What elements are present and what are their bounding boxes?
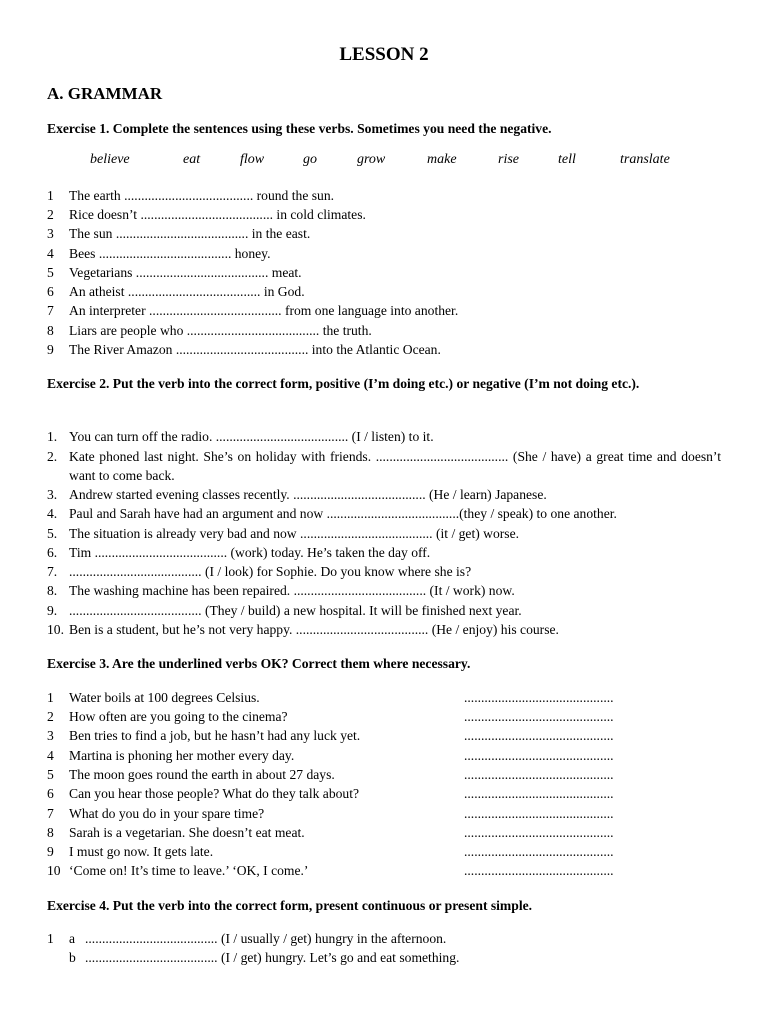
item-text: The washing machine has been repaired. ....................................... (It / work) now. <box>69 583 515 598</box>
item-number: 6. <box>47 545 58 560</box>
item-text: I must go now. It gets late. <box>69 844 214 859</box>
answer-blank: ............................................ <box>464 863 614 878</box>
answer-blank: ............................................ <box>464 690 614 705</box>
item-number: 8. <box>47 583 58 598</box>
item-number: 1. <box>47 429 58 444</box>
word-bank-verb: grow <box>357 152 386 167</box>
item-text: The River Amazon ....................................... into the Atlantic Ocean. <box>69 342 441 357</box>
answer-blank: ............................................ <box>464 748 614 763</box>
item-text: An interpreter ....................................... from one language into another. <box>69 303 459 318</box>
item-text: Water boils at 100 degrees Celsius. <box>69 690 260 705</box>
answer-blank: ............................................ <box>464 728 614 743</box>
item-text: Kate phoned last night. She’s on holiday with friends. ....................................... (She / have) a great time and doesn’t want to come back. <box>69 449 721 484</box>
item-text: ....................................... (They / build) a new hospital. It will be finished next year. <box>69 603 522 618</box>
exercise-2-heading: Exercise 2. Put the verb into the correct form, positive (I’m doing etc.) or negative (I’m not doing etc.). <box>47 376 640 391</box>
item-text: Ben is a student, but he’s not very happy. ....................................... (He / enjoy) his course. <box>69 622 559 637</box>
answer-blank: ............................................ <box>464 786 614 801</box>
section-heading: A. GRAMMAR <box>47 84 163 103</box>
item-text: Can you hear those people? What do they talk about? <box>69 786 360 801</box>
item-text: ....................................... (I / look) for Sophie. Do you know where she is? <box>69 564 472 579</box>
word-bank-verb: make <box>427 152 457 167</box>
item-text: The situation is already very bad and now ....................................... (it / get) worse. <box>69 526 520 541</box>
item-text: ....................................... (I / get) hungry. Let’s go and eat something. <box>85 950 460 965</box>
exercise-3-heading: Exercise 3. Are the underlined verbs OK? Correct them where necessary. <box>47 656 471 671</box>
verb-word-bank <box>0 152 768 172</box>
item-number: 4. <box>47 506 58 521</box>
item-number: 5 <box>47 767 54 782</box>
item-number: 4 <box>47 748 54 763</box>
lesson-title: LESSON 2 <box>339 44 429 65</box>
answer-blank: ............................................ <box>464 806 614 821</box>
item-text: ‘Come on! It’s time to leave.’ ‘OK, I come.’ <box>69 863 309 878</box>
word-bank-verb: eat <box>183 152 201 167</box>
item-text: Bees ....................................... honey. <box>69 246 271 261</box>
word-bank-verb: translate <box>620 152 670 167</box>
item-text: The moon goes round the earth in about 27 days. <box>69 767 335 782</box>
item-letter: b <box>69 950 76 965</box>
item-text: Andrew started evening classes recently. ....................................... (He / learn) Japanese. <box>69 487 547 502</box>
item-number: 3 <box>47 226 54 241</box>
item-text: The earth ...................................... round the sun. <box>69 188 335 203</box>
item-number: 7 <box>47 303 54 318</box>
answer-blank: ............................................ <box>464 709 614 724</box>
item-number: 8 <box>47 323 54 338</box>
item-text: Tim ....................................... (work) today. He’s taken the day off. <box>69 545 431 560</box>
item-letter: a <box>69 931 76 946</box>
exercise-1-heading: Exercise 1. Complete the sentences using these verbs. Sometimes you need the negative. <box>47 121 552 136</box>
item-number: 9 <box>47 844 54 859</box>
item-text: Vegetarians ....................................... meat. <box>69 265 302 280</box>
word-bank-verb: go <box>303 152 317 167</box>
item-text: How often are you going to the cinema? <box>69 709 288 724</box>
item-number: 1 <box>47 188 54 203</box>
item-number: 8 <box>47 825 54 840</box>
item-number: 1 <box>47 690 54 705</box>
word-bank-verb: rise <box>498 152 519 167</box>
item-number: 7. <box>47 564 58 579</box>
item-number: 4 <box>47 246 54 261</box>
word-bank-verb: flow <box>240 152 265 167</box>
item-number: 2 <box>47 207 54 222</box>
word-bank-verb: believe <box>90 152 130 167</box>
item-text: What do you do in your spare time? <box>69 806 265 821</box>
item-text: ....................................... (I / usually / get) hungry in the afternoon. <box>85 931 447 946</box>
item-text: Sarah is a vegetarian. She doesn’t eat meat. <box>69 825 305 840</box>
exercise-4-heading: Exercise 4. Put the verb into the correct form, present continuous or present simple. <box>47 898 533 913</box>
item-number: 10 <box>47 863 61 878</box>
item-number: 5. <box>47 526 58 541</box>
item-text: Rice doesn’t ....................................... in cold climates. <box>69 207 366 222</box>
item-text: Paul and Sarah have had an argument and now .......................................(they / speak) to one another. <box>69 506 617 521</box>
item-number: 10. <box>47 622 64 637</box>
item-text: Martina is phoning her mother every day. <box>69 748 295 763</box>
item-number: 5 <box>47 265 54 280</box>
item-number: 3. <box>47 487 58 502</box>
item-number: 9 <box>47 342 54 357</box>
word-bank-verb: tell <box>558 152 576 167</box>
item-number: 6 <box>47 284 54 299</box>
item-number: 9. <box>47 603 58 618</box>
item-number: 3 <box>47 728 54 743</box>
answer-blank: ............................................ <box>464 844 614 859</box>
item-number: 7 <box>47 806 54 821</box>
item-number: 1 <box>47 931 54 946</box>
item-text: Ben tries to find a job, but he hasn’t had any luck yet. <box>69 728 361 743</box>
item-text: An atheist ....................................... in God. <box>69 284 305 299</box>
answer-blank: ............................................ <box>464 767 614 782</box>
item-text: The sun ....................................... in the east. <box>69 226 311 241</box>
item-number: 2. <box>47 449 58 464</box>
item-text: You can turn off the radio. ....................................... (I / listen) to it. <box>69 429 434 444</box>
item-text: Liars are people who ....................................... the truth. <box>69 323 372 338</box>
item-number: 6 <box>47 786 54 801</box>
item-number: 2 <box>47 709 54 724</box>
answer-blank: ............................................ <box>464 825 614 840</box>
